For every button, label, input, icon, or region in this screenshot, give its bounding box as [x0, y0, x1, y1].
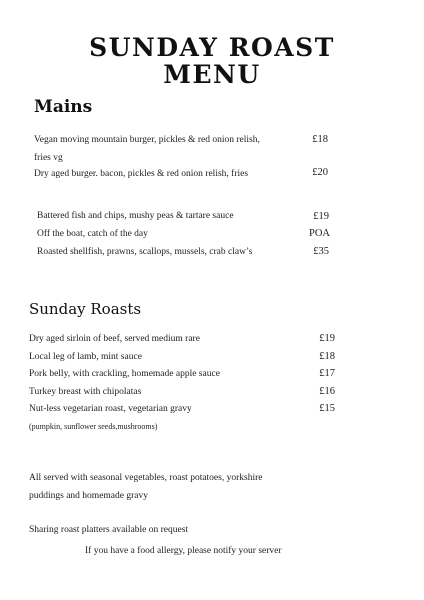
- roast-item-3: Pork belly, with crackling, homemade apple sauce: [29, 369, 220, 379]
- mains-item-5-price: £35: [313, 246, 329, 257]
- roast-item-5-price: £15: [319, 403, 335, 414]
- roast-item-5: Nut-less vegetarian roast, vegetarian gravy: [29, 404, 192, 414]
- mains-item-1-price: £18: [312, 134, 328, 145]
- roast-item-4-price: £16: [319, 386, 335, 397]
- roast-item-1-price: £19: [319, 333, 335, 344]
- mains-item-3: Battered fish and chips, mushy peas & tartare sauce: [37, 211, 234, 221]
- allergy-note: If you have a food allergy, please notify your server: [85, 546, 282, 556]
- mains-item-2-price: £20: [312, 167, 328, 178]
- roast-item-2: Local leg of lamb, mint sauce: [29, 352, 142, 362]
- mains-heading: Mains: [34, 97, 93, 117]
- menu-title-line2: MENU: [163, 60, 261, 89]
- sharing-note: Sharing roast platters available on request: [29, 525, 189, 535]
- mains-item-2: Dry aged burger. bacon, pickles & red onion relish, fries: [34, 169, 249, 179]
- mains-item-1-line1: Vegan moving mountain burger, pickles & red onion relish,: [34, 135, 260, 145]
- mains-item-4-price: POA: [308, 228, 330, 239]
- veg-roast-note: (pumpkin, sunflower seeds,mushrooms): [29, 422, 158, 431]
- roast-item-4: Turkey breast with chipolatas: [29, 387, 142, 397]
- mains-item-1-line2: fries vg: [34, 153, 63, 163]
- roast-item-1: Dry aged sirloin of beef, served medium rare: [29, 334, 200, 344]
- served-with-line2: puddings and homemade gravy: [29, 491, 148, 501]
- menu-title-line1: SUNDAY ROAST: [89, 33, 335, 62]
- mains-item-4: Off the boat, catch of the day: [37, 229, 148, 239]
- mains-item-5: Roasted shellfish, prawns, scallops, mussels, crab claw’s: [37, 247, 253, 257]
- roasts-heading: Sunday Roasts: [29, 300, 142, 318]
- served-with-line1: All served with seasonal vegetables, roast potatoes, yorkshire: [29, 473, 263, 483]
- roast-item-2-price: £18: [319, 351, 335, 362]
- mains-item-3-price: £19: [313, 211, 329, 222]
- roast-item-3-price: £17: [319, 368, 335, 379]
